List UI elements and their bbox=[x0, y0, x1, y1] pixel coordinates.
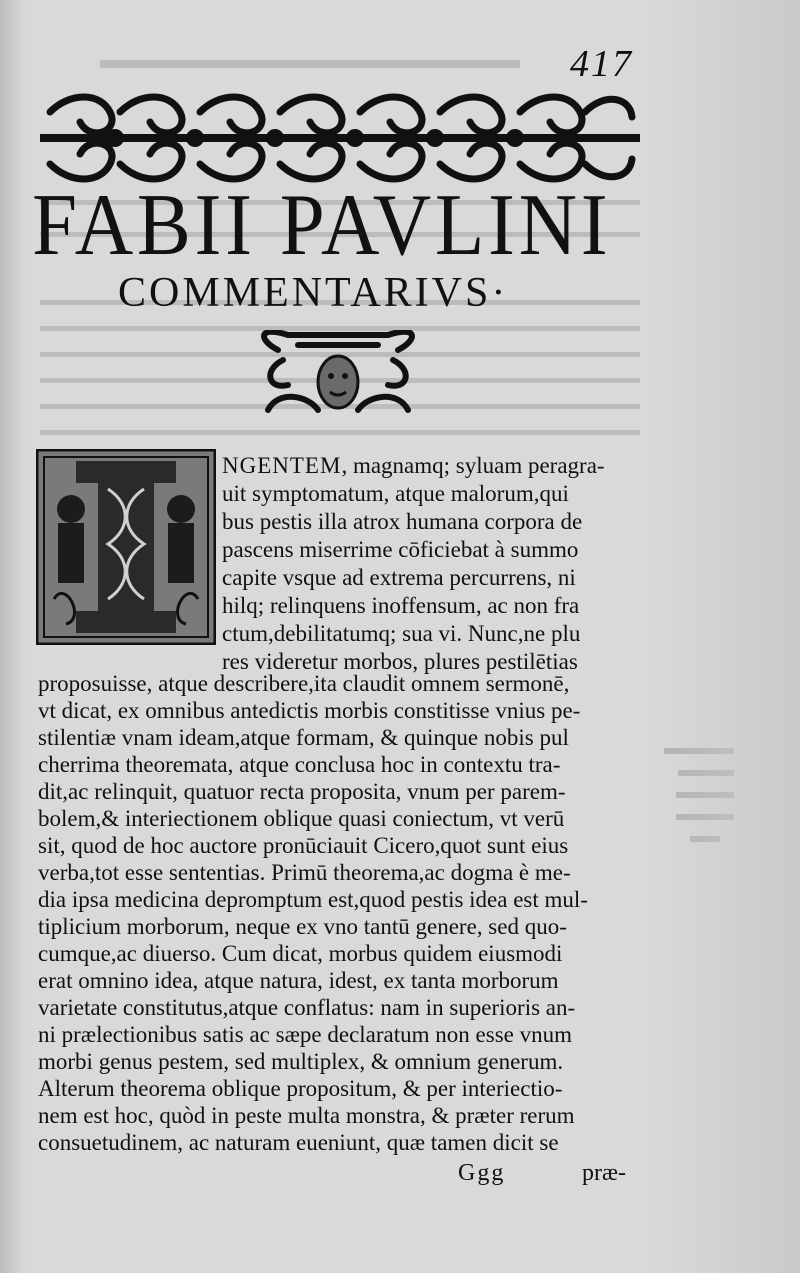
first-word: NGENTEM bbox=[222, 453, 342, 478]
text-line: ni prælectionibus satis ac sæpe declaratum non esse vnum bbox=[38, 1022, 572, 1047]
text-line: verba,tot esse sententias. Primū theorema,ac dogma è me- bbox=[38, 860, 571, 885]
text-line: res videretur morbos, plures pestilētias bbox=[222, 649, 578, 674]
text-line: capite vsque ad extrema percurrens, ni bbox=[222, 565, 576, 590]
text-line: uit symptomatum, atque malorum,qui bbox=[222, 481, 569, 506]
text-line: nem est hoc, quòd in peste multa monstra, & præter rerum bbox=[38, 1103, 575, 1128]
page-subtitle: COMMENTARIVS· bbox=[118, 270, 509, 316]
text-line: cherrima theoremata, atque conclusa hoc in contextu tra- bbox=[38, 752, 561, 777]
catchword: præ- bbox=[582, 1160, 626, 1186]
text-line: varietate constitutus,atque conflatus: nam in superioris an- bbox=[38, 995, 576, 1020]
text-line: ctum,debilitatumq; sua vi. Nunc,ne plu bbox=[222, 621, 581, 646]
text-line: Alterum theorema oblique propositum, & per interiectio- bbox=[38, 1076, 563, 1101]
page-title: FABII PAVLINI bbox=[32, 177, 612, 274]
text-line: bus pestis illa atrox humana corpora de bbox=[222, 509, 583, 534]
text-line: vt dicat, ex omnibus antedictis morbis constitisse vnius pe- bbox=[38, 698, 581, 723]
text-line: erat omnino idea, atque natura, idest, ex tanta morborum bbox=[38, 968, 559, 993]
text-line: bolem,& interiectionem oblique quasi coniectum, vt verū bbox=[38, 806, 565, 831]
first-line-rest: , magnamq; syluam peragra- bbox=[341, 453, 605, 478]
text-line: hilq; relinquens inoffensum, ac non fra bbox=[222, 593, 580, 618]
text-line: cumque,ac diuerso. Cum dicat, morbus quidem eiusmodi bbox=[38, 941, 563, 966]
text-line: consuetudinem, ac naturam eueniunt, quæ tamen dicit se bbox=[38, 1130, 559, 1155]
signature-mark: Ggg bbox=[458, 1160, 506, 1186]
text-line: tiplicium morborum, neque ex vno tantū genere, sed quo- bbox=[38, 914, 567, 939]
text-line: stilentiæ vnam ideam,atque formam, & quinque nobis pul bbox=[38, 725, 569, 750]
text-line: proposuisse, atque describere,ita claudit omnem sermonē, bbox=[38, 671, 570, 696]
text-line-first bbox=[222, 452, 605, 480]
text-line: pascens miserrime cōficiebat à summo bbox=[222, 537, 579, 562]
page-number: 417 bbox=[570, 43, 633, 85]
text-line: dit,ac relinquit, quatuor recta proposita, vnum per parem- bbox=[38, 779, 566, 804]
text-line: morbi genus pestem, sed multiplex, & omnium generum. bbox=[38, 1049, 564, 1074]
text-line: dia ipsa medicina depromptum est,quod pestis idea est mul- bbox=[38, 887, 588, 912]
mask-ornament-icon bbox=[258, 330, 418, 422]
woodcut-initial-i-icon bbox=[36, 449, 216, 645]
text-line: sit, quod de hoc auctore pronūciauit Cicero,quot sunt eius bbox=[38, 833, 569, 858]
ornament-band-icon bbox=[40, 92, 640, 184]
